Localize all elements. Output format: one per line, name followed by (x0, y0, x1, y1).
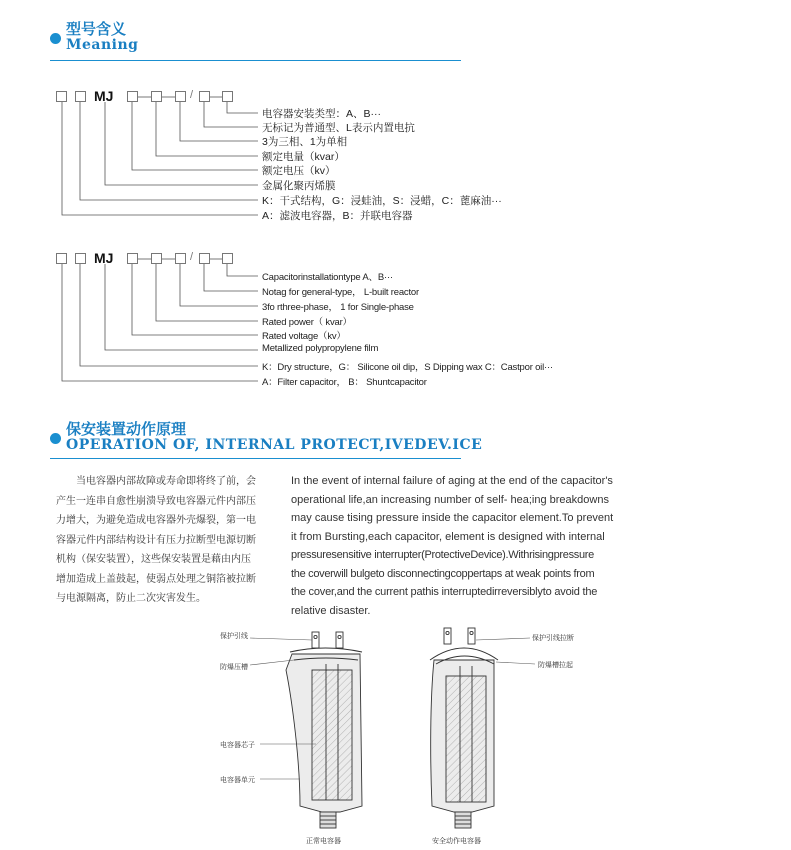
code-box (75, 91, 86, 102)
legend-en-1: Capacitorinstallationtype A、B··· (262, 272, 393, 283)
bullet-icon (50, 33, 61, 44)
operation-paragraph-cn (56, 472, 276, 609)
operation-title-en: OPERATION OF, INTERNAL PROTECT,IVEDEV.ICE (66, 437, 483, 453)
activated-capacitor (430, 628, 498, 828)
code-box (127, 253, 138, 264)
label-groove-raised: 防爆槽拉起 (538, 661, 573, 669)
code-box (56, 91, 67, 102)
para-en-line: the cover,and the current pathis interruptedirreversiblyto avoid the (291, 586, 598, 598)
code-box (127, 91, 138, 102)
legend-cn-7: K：干式结构，G：浸蛙油，S：浸蜡，C：蓖麻油··· (262, 195, 502, 207)
caption-normal-capacitor: 正常电容器 (306, 837, 341, 845)
meaning-title-cn: 型号含义 (66, 20, 127, 38)
legend-en-2: Notag for general-type， L-built reactor (262, 287, 419, 298)
legend-cn-4: 额定电量（kvar） (262, 151, 345, 163)
para-cn-line: 与电源隔离，防止二次灾害发生。 (56, 593, 206, 604)
legend-cn-2: 无标记为普通型、L表示内置电抗 (262, 122, 415, 134)
code-box (75, 253, 86, 264)
para-en-line: operational life,an increasing number of self- hea;ing breakdowns (291, 493, 609, 506)
para-en-line: relative disaster. (291, 604, 371, 617)
label-capacitor-core: 电容器芯子 (220, 741, 255, 749)
label-lead-broken: 保护引线拉断 (532, 634, 574, 642)
model-letters: MJ (94, 88, 114, 104)
code-box (151, 253, 162, 264)
legend-cn-6: 金属化聚丙烯膜 (262, 180, 336, 192)
legend-cn-8: A：滤波电容器，B：并联电容器 (262, 210, 413, 222)
para-cn-line: 增加造成上盖鼓起，使弱点处理之铜箔被拉断 (56, 573, 256, 585)
model-slash: / (190, 251, 194, 263)
code-box (199, 91, 210, 102)
code-box (175, 253, 186, 264)
meaning-title-en: Meaning (66, 37, 139, 53)
legend-en-6: Metallized polypropylene film (262, 343, 379, 354)
legend-cn-5: 额定电压（kv） (262, 165, 336, 177)
legend-en-8: A：Filter capacitor， B： Shuntcapacitor (262, 377, 427, 388)
legend-cn-3: 3为三相、1为单相 (262, 136, 348, 148)
label-explosion-groove: 防爆压槽 (220, 663, 248, 671)
code-box (222, 253, 233, 264)
legend-en-3: 3fo rthree-phase， 1 for Single-phase (262, 302, 414, 313)
code-box (199, 253, 210, 264)
para-cn-line: 产生一连串自愈性崩溃导致电容器元件内部压 (56, 495, 256, 507)
operation-divider (50, 458, 461, 459)
operation-title-cn: 保安装置动作原理 (66, 420, 187, 438)
normal-capacitor (286, 632, 362, 828)
legend-en-5: Rated voltage（kv） (262, 331, 346, 342)
legend-en-7: K：Dry structure，G： Silicone oil dip，S Dipping wax C：Castpor oil··· (262, 362, 553, 373)
legend-cn-1: 电容器安装类型：A、B··· (262, 108, 381, 120)
operation-paragraph-en (291, 472, 646, 620)
code-box (56, 253, 67, 264)
model-slash: / (190, 89, 194, 101)
para-en-line: the coverwill bulgeto disconnectingcoppertaps at weak points from (291, 567, 595, 580)
label-capacitor-unit: 电容器单元 (220, 776, 255, 784)
model-letters: MJ (94, 250, 114, 266)
code-box (151, 91, 162, 102)
meaning-divider (50, 60, 461, 61)
para-en-line: may cause tising pressure inside the capacitor element.To prevent (291, 512, 614, 524)
code-box (222, 91, 233, 102)
para-en-line: In the event of internal failure of aging at the end of the capacitor's (291, 475, 613, 487)
legend-en-4: Rated power（ kvar） (262, 317, 352, 328)
code-box (175, 91, 186, 102)
para-en-line: it from Bursting,each capacitor, element is designed with internal (291, 530, 605, 543)
para-cn-line: 力增大，为避免造成电容器外壳爆裂，第一电 (56, 515, 256, 526)
label-protective-lead: 保护引线 (220, 632, 248, 640)
bullet-icon (50, 433, 61, 444)
caption-activated-capacitor: 安全动作电容器 (432, 837, 481, 845)
para-en-line: pressuresensitive interrupter(ProtectiveDevice).Withrisingpressure (291, 549, 594, 561)
para-cn-line: 当电容器内部故障或寿命即将终了前，会 (76, 476, 256, 487)
para-cn-line: 容器元件内部结构设计有压力拉断型电源切断 (56, 534, 256, 546)
para-cn-line: 机构（保安装置），这些保安装置是藉由内压 (56, 554, 251, 565)
